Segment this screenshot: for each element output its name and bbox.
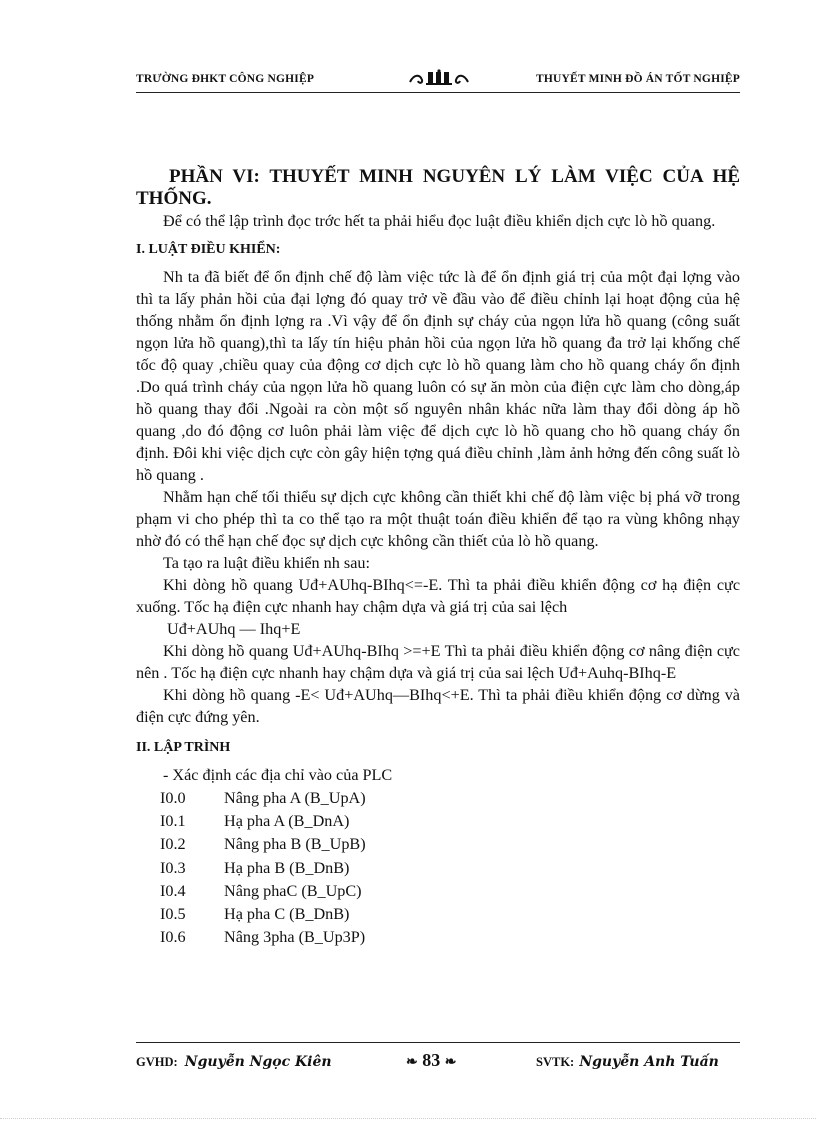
paragraph: Nh ta đã biết để ổn định chế độ làm việc tức là để ổn định giá trị của một đại lợng vào thì ta lấy phản hồi của đại lợng đó quay trở về đầu vào để điều chỉnh lại hoạt động của hệ thống nhằm ổn định lợng ra .Vì vậy để ổn định sự cháy của ngọn lửa hồ quang (công suất ngọn lửa hồ quang),thì ta lấy tín hiệu phản hồi của ngọn lửa hồ quang đa trở lại khống chế tốc độ quay ,chiều quay của động cơ dịch cực lò hồ quang làm cho hồ quang cháy ổn định .Do quá trình cháy của ngọn lửa hồ quang luôn có sự ăn mòn của điện cực làm cho dòng,áp hồ quang thay đổi .Ngoài ra còn một số nguyên nhân khác nữa làm thay đổi dòng áp hồ quang ,do đó động cơ luôn phải làm việc để dịch cực lò hồ quang cho hồ quang cháy ổn định. Đôi khi việc dịch cực còn gây hiện tợng quá điều chỉnh ,làm ảnh hởng đến công suất lò hồ quang .	[136, 268, 740, 484]
page-number-block	[406, 1050, 456, 1071]
section-heading-programming: II. LẬP TRÌNH	[136, 740, 231, 755]
io-description: Nâng pha B (B_UpB)	[224, 835, 366, 854]
io-address: I0.2	[160, 835, 186, 854]
header-doc-title: THUYẾT MINH ĐỒ ÁN TỐT NGHIỆP	[535, 73, 740, 85]
student-label: SVTK:	[536, 1055, 575, 1069]
io-description: Hạ pha B (B_DnB)	[224, 858, 350, 877]
paragraph: Ta tạo ra luật điều khiển nh sau:	[163, 554, 370, 572]
io-description: Nâng 3pha (B_Up3P)	[224, 928, 366, 947]
page-header	[136, 70, 740, 92]
io-address: I0.0	[160, 789, 186, 807]
fleuron-icon: ❧	[406, 1055, 418, 1070]
header-divider	[136, 92, 740, 93]
list-item	[136, 857, 740, 880]
advisor-label: GVHD:	[136, 1055, 178, 1069]
io-address: I0.6	[160, 928, 186, 947]
paragraph: Khi dòng hồ quang Uđ+AUhq-BIhq<=-E. Thì ta phải điều khiển động cơ hạ điện cực xuống. Tốc hạ điện cực nhanh hay chậm dựa và giá trị của sai lệch	[136, 576, 740, 616]
list-item	[136, 810, 740, 833]
paragraph: Khi dòng hồ quang Uđ+AUhq-BIhq >=+E Thì ta phải điều khiển động cơ nâng điện cực nên . Tốc hạ điện cực nhanh hay chậm dựa và giá trị của sai lệch Uđ+Auhq-BIhq-E	[136, 642, 740, 682]
header-ornament-icon	[406, 68, 472, 88]
main-content	[136, 166, 740, 949]
io-address: I0.3	[160, 858, 186, 877]
header-school: TRƯỜNG ĐHKT CÔNG NGHIỆP	[136, 73, 315, 85]
student-name: Nguyễn Anh Tuấn	[579, 1054, 719, 1070]
paragraph: Nhằm hạn chế tối thiểu sự dịch cực không cần thiết khi chế độ làm việc bị phá vỡ trong phạm vi cho phép thì ta co thể tạo ra một thuật toán điều khiển để tạo ra vùng không nhạy nhờ đó có thể hạn chế đọc sự dịch cực không cần thiết của lò hồ quang.	[136, 488, 740, 550]
io-description: Nâng pha A (B_UpA)	[224, 789, 366, 807]
advisor-name: Nguyễn Ngọc Kiên	[184, 1054, 332, 1070]
io-description: Hạ pha A (B_DnA)	[224, 812, 350, 831]
io-description: Hạ pha C (B_DnB)	[224, 905, 350, 924]
bottom-dotted-edge	[0, 1118, 816, 1119]
io-list	[136, 787, 740, 949]
io-address: I0.4	[160, 881, 186, 900]
list-item	[136, 787, 740, 810]
list-item	[136, 926, 740, 949]
list-item	[136, 833, 740, 856]
fleuron-icon: ❧	[444, 1055, 457, 1070]
section-heading-control-law: I. LUẬT ĐIỀU KHIỂN:	[136, 242, 281, 257]
footer-divider	[136, 1042, 740, 1043]
page-number: 83	[422, 1050, 441, 1070]
list-item	[136, 903, 740, 926]
io-address: I0.1	[160, 812, 186, 831]
page-footer	[136, 1050, 740, 1076]
list-item	[136, 880, 740, 903]
io-description: Nâng phaC (B_UpC)	[224, 881, 362, 900]
page-title: PHẦN VI: THUYẾT MINH NGUYÊN LÝ LÀM VIỆC CỦA HỆ THỐNG.	[136, 166, 740, 209]
io-intro: - Xác định các địa chỉ vào của PLC	[163, 766, 393, 784]
footer-advisor	[136, 1054, 332, 1070]
intro-paragraph: Để có thể lập trình đọc trớc hết ta phải hiểu đọc luật điều khiển dịch cực lò hồ quang.	[163, 212, 716, 230]
footer-student	[536, 1054, 719, 1070]
io-address: I0.5	[160, 905, 186, 924]
formula-line: Uđ+AUhq — Ihq+E	[167, 620, 301, 638]
paragraph: Khi dòng hồ quang -E< Uđ+AUhq—BIhq<+E. Thì ta phải điều khiển động cơ dừng và điện cực đứng yên.	[136, 686, 740, 726]
